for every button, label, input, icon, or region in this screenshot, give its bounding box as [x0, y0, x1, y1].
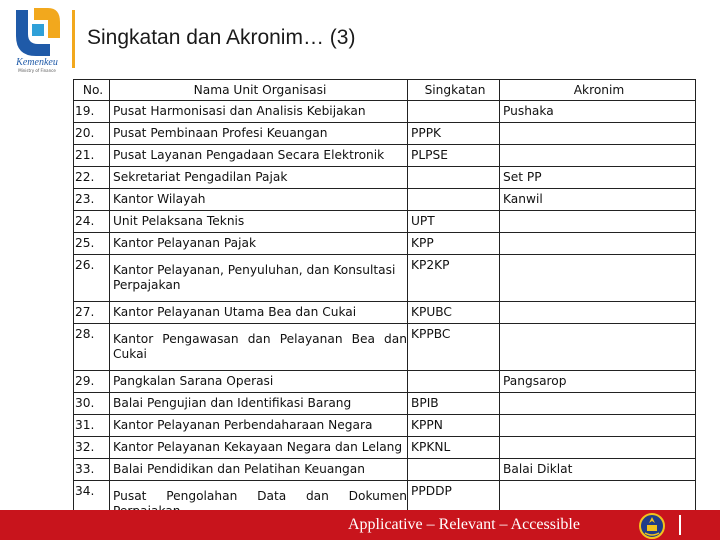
page-title: Singkatan dan Akronim… (3): [87, 26, 356, 49]
row-singkatan: PPDDP: [408, 481, 500, 528]
row-no: 34.: [74, 481, 110, 528]
table-row: [74, 415, 696, 437]
table-row: [74, 101, 696, 123]
row-no: 31.: [74, 415, 110, 437]
footer-tagline: Applicative – Relevant – Accessible: [348, 516, 580, 533]
row-no: 19.: [74, 101, 110, 123]
row-singkatan: KPP: [408, 233, 500, 255]
table-row: [74, 189, 696, 211]
header-akronim: Akronim: [500, 80, 696, 101]
row-akronim: [500, 211, 696, 233]
row-akronim: Kanwil: [500, 189, 696, 211]
table-row: [74, 145, 696, 167]
row-name: Pusat Harmonisasi dan Analisis Kebijakan: [110, 101, 408, 123]
row-no: 21.: [74, 145, 110, 167]
table-row: [74, 233, 696, 255]
row-singkatan: UPT: [408, 211, 500, 233]
row-singkatan: [408, 167, 500, 189]
row-akronim: Pushaka: [500, 101, 696, 123]
header-singkatan: Singkatan: [408, 80, 500, 101]
row-name: Balai Pendidikan dan Pelatihan Keuangan: [110, 459, 408, 481]
row-singkatan: [408, 189, 500, 211]
row-no: 26.: [74, 255, 110, 302]
table-row: [74, 437, 696, 459]
row-singkatan: KPPN: [408, 415, 500, 437]
table-row: [74, 393, 696, 415]
row-akronim: [500, 123, 696, 145]
row-singkatan: KPKNL: [408, 437, 500, 459]
title-accent-bar: [72, 10, 75, 68]
row-akronim: [500, 255, 696, 302]
row-singkatan: KP2KP: [408, 255, 500, 302]
row-singkatan: [408, 371, 500, 393]
header-name: Nama Unit Organisasi: [110, 80, 408, 101]
row-singkatan: BPIB: [408, 393, 500, 415]
row-no: 24.: [74, 211, 110, 233]
row-singkatan: KPUBC: [408, 302, 500, 324]
table-row: [74, 211, 696, 233]
ministry-emblem-icon: [638, 512, 666, 539]
row-no: 27.: [74, 302, 110, 324]
row-akronim: Balai Diklat: [500, 459, 696, 481]
row-name: Pusat Layanan Pengadaan Secara Elektronik: [110, 145, 408, 167]
table-row: [74, 123, 696, 145]
row-name: Pangkalan Sarana Operasi: [110, 371, 408, 393]
table-row: [74, 459, 696, 481]
row-name: Kantor Pelayanan Perbendaharaan Negara: [110, 415, 408, 437]
row-name: Sekretariat Pengadilan Pajak: [110, 167, 408, 189]
logo-text: Kemenkeu: [16, 57, 58, 68]
row-singkatan: PPPK: [408, 123, 500, 145]
table-header-row: [74, 80, 696, 101]
row-name: Kantor Pelayanan Utama Bea dan Cukai: [110, 302, 408, 324]
row-name: Pusat Pengolahan Data dan Dokumen: [110, 481, 408, 528]
row-no: 25.: [74, 233, 110, 255]
table-row: [74, 371, 696, 393]
table-row: [74, 167, 696, 189]
row-no: 28.: [74, 324, 110, 371]
abbreviation-table: [73, 79, 696, 528]
kemenkeu-logo-icon: [8, 4, 66, 74]
header-no: No.: [74, 80, 110, 101]
row-no: 29.: [74, 371, 110, 393]
row-singkatan: [408, 101, 500, 123]
row-akronim: [500, 145, 696, 167]
row-name: Unit Pelaksana Teknis: [110, 211, 408, 233]
row-akronim: [500, 233, 696, 255]
row-akronim: [500, 393, 696, 415]
row-name: Kantor Pelayanan Kekayaan Negara dan Lelang: [110, 437, 408, 459]
row-akronim: [500, 324, 696, 371]
row-no: 20.: [74, 123, 110, 145]
row-singkatan: [408, 459, 500, 481]
row-akronim: [500, 437, 696, 459]
row-name: Kantor Pelayanan Pajak: [110, 233, 408, 255]
row-name: Kantor Pengawasan dan Pelayanan Bea dan Cukai: [110, 324, 408, 371]
row-name: Kantor Wilayah: [110, 189, 408, 211]
table-row: [74, 302, 696, 324]
logo-subtext: Ministry of Finance: [18, 68, 56, 73]
row-singkatan: PLPSE: [408, 145, 500, 167]
row-no: 30.: [74, 393, 110, 415]
row-no: 32.: [74, 437, 110, 459]
row-akronim: Pangsarop: [500, 371, 696, 393]
footer-divider: [679, 515, 681, 535]
row-no: 23.: [74, 189, 110, 211]
row-akronim: [500, 415, 696, 437]
row-singkatan: KPPBC: [408, 324, 500, 371]
row-no: 22.: [74, 167, 110, 189]
row-name: Balai Pengujian dan Identifikasi Barang: [110, 393, 408, 415]
row-name: Kantor Pelayanan, Penyuluhan, dan Konsultasi Perpajakan: [110, 255, 408, 302]
table-row: [74, 255, 696, 302]
row-name: Pusat Pembinaan Profesi Keuangan: [110, 123, 408, 145]
row-akronim: [500, 302, 696, 324]
row-akronim: Set PP: [500, 167, 696, 189]
table-row: [74, 324, 696, 371]
row-no: 33.: [74, 459, 110, 481]
